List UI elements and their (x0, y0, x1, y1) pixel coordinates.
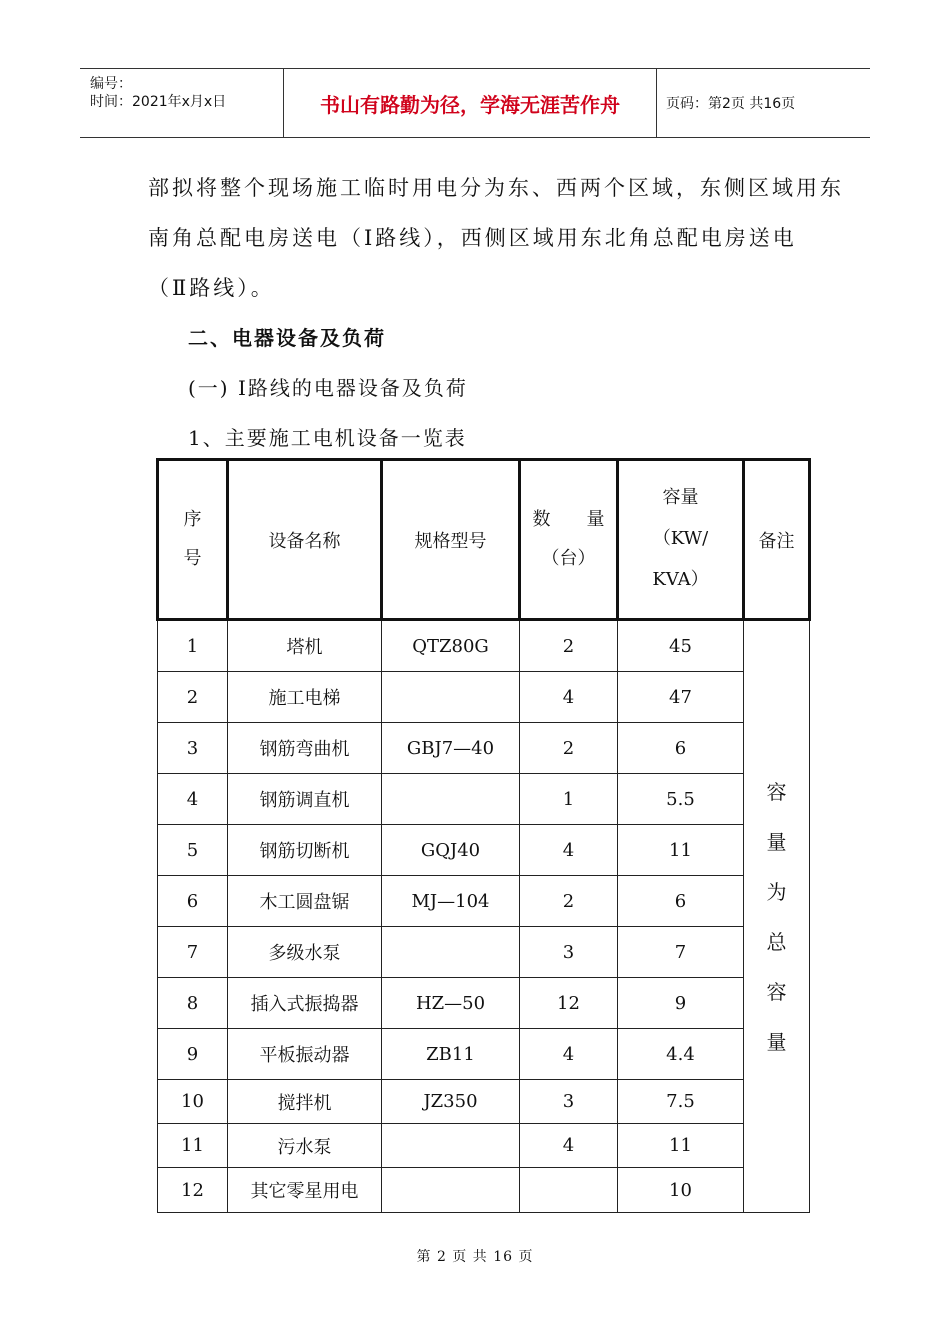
cell-cap: 10 (618, 1168, 744, 1213)
cell-name: 其它零星用电 (228, 1168, 382, 1213)
cell-seq: 4 (158, 774, 228, 825)
cell-seq: 10 (158, 1080, 228, 1124)
header-qty-2: （台） (541, 547, 596, 569)
note-char: 总 (766, 929, 787, 954)
table-body (158, 620, 810, 1213)
cell-qty: 12 (520, 978, 618, 1029)
page-footer: 第 2 页 共 16 页 (416, 1249, 534, 1265)
cell-seq: 8 (158, 978, 228, 1029)
cell-model: MJ—104 (382, 876, 520, 927)
table-title: 1、主要施工电机设备一览表 (188, 426, 467, 450)
page-header (80, 68, 870, 138)
header-qty (520, 460, 618, 620)
note-char: 量 (766, 829, 787, 854)
cell-qty: 4 (520, 1029, 618, 1080)
cell-qty: 1 (520, 774, 618, 825)
header-qty-1: 数 量 (532, 508, 605, 530)
cell-qty: 4 (520, 1124, 618, 1168)
cell-model (382, 1168, 520, 1213)
cell-model (382, 1124, 520, 1168)
cell-seq: 9 (158, 1029, 228, 1080)
cell-name: 塔机 (228, 620, 382, 672)
table-row (158, 876, 810, 927)
header-cap-3: KVA） (652, 568, 709, 590)
table-row (158, 927, 810, 978)
cell-model: GBJ7—40 (382, 723, 520, 774)
header-cap-1: 容量 (662, 487, 699, 509)
header-seq (158, 460, 228, 620)
header-page-info: 页码：第2页 共16页 (666, 96, 796, 112)
cell-seq: 6 (158, 876, 228, 927)
cell-name: 搅拌机 (228, 1080, 382, 1124)
cell-qty: 3 (520, 1080, 618, 1124)
cell-seq: 1 (158, 620, 228, 672)
table-header-row (158, 460, 810, 620)
table-row (158, 1029, 810, 1080)
cell-qty: 4 (520, 825, 618, 876)
table-row (158, 1168, 810, 1213)
cell-cap: 6 (618, 876, 744, 927)
header-capacity (618, 460, 744, 620)
section-title: 二、电器设备及负荷 (188, 326, 386, 350)
cell-cap: 4.4 (618, 1029, 744, 1080)
cell-model: JZ350 (382, 1080, 520, 1124)
paragraph-line-1: 部拟将整个现场施工临时用电分为东、西两个区域，东侧区域用东 (148, 176, 844, 200)
table-row (158, 723, 810, 774)
cell-name: 平板振动器 (228, 1029, 382, 1080)
cell-cap: 5.5 (618, 774, 744, 825)
header-seq-2: 号 (183, 547, 202, 569)
cell-model (382, 927, 520, 978)
cell-qty: 2 (520, 723, 618, 774)
header-name: 设备名称 (228, 460, 382, 620)
cell-model: QTZ80G (382, 620, 520, 672)
paragraph-line-3: （Ⅱ路线）。 (148, 276, 275, 300)
cell-name: 施工电梯 (228, 672, 382, 723)
cell-qty: 2 (520, 876, 618, 927)
header-note: 备注 (744, 460, 810, 620)
cell-model: HZ—50 (382, 978, 520, 1029)
cell-name: 钢筋切断机 (228, 825, 382, 876)
cell-model (382, 774, 520, 825)
cell-qty: 3 (520, 927, 618, 978)
cell-seq: 12 (158, 1168, 228, 1213)
cell-cap: 47 (618, 672, 744, 723)
document-number: 编号： (90, 76, 132, 92)
note-char: 为 (766, 879, 787, 904)
table-row (158, 825, 810, 876)
cell-name: 钢筋调直机 (228, 774, 382, 825)
equipment-table (156, 458, 811, 1213)
cell-cap: 9 (618, 978, 744, 1029)
cell-qty: 4 (520, 672, 618, 723)
subsection-title: (一) Ⅰ路线的电器设备及负荷 (188, 376, 468, 400)
cell-seq: 7 (158, 927, 228, 978)
table-row (158, 672, 810, 723)
note-vertical-text (765, 767, 789, 1067)
cell-cap: 11 (618, 1124, 744, 1168)
note-char: 容 (766, 779, 787, 804)
cell-name: 钢筋弯曲机 (228, 723, 382, 774)
cell-note (744, 620, 810, 1213)
table-row (158, 1080, 810, 1124)
document-date: 时间：2021年x月x日 (90, 94, 227, 110)
cell-name: 木工圆盘锯 (228, 876, 382, 927)
cell-name: 多级水泵 (228, 927, 382, 978)
cell-seq: 2 (158, 672, 228, 723)
cell-seq: 5 (158, 825, 228, 876)
cell-cap: 7 (618, 927, 744, 978)
header-seq-1: 序 (183, 508, 202, 530)
cell-cap: 7.5 (618, 1080, 744, 1124)
note-char: 量 (766, 1029, 787, 1054)
cell-cap: 45 (618, 620, 744, 672)
cell-model: ZB11 (382, 1029, 520, 1080)
note-char: 容 (766, 979, 787, 1004)
cell-qty (520, 1168, 618, 1213)
header-meta (80, 69, 283, 137)
table-row (158, 620, 810, 672)
cell-seq: 11 (158, 1124, 228, 1168)
header-model: 规格型号 (382, 460, 520, 620)
table-row (158, 978, 810, 1029)
cell-model (382, 672, 520, 723)
cell-cap: 6 (618, 723, 744, 774)
cell-model: GQJ40 (382, 825, 520, 876)
cell-name: 插入式振捣器 (228, 978, 382, 1029)
table-row (158, 774, 810, 825)
cell-cap: 11 (618, 825, 744, 876)
cell-name: 污水泵 (228, 1124, 382, 1168)
table-row (158, 1124, 810, 1168)
paragraph-line-2: 南角总配电房送电（Ⅰ路线），西侧区域用东北角总配电房送电 (148, 226, 797, 250)
cell-seq: 3 (158, 723, 228, 774)
cell-qty: 2 (520, 620, 618, 672)
header-motto: 书山有路勤为径，学海无涯苦作舟 (283, 69, 657, 137)
header-cap-2: （KW/ (652, 528, 709, 550)
